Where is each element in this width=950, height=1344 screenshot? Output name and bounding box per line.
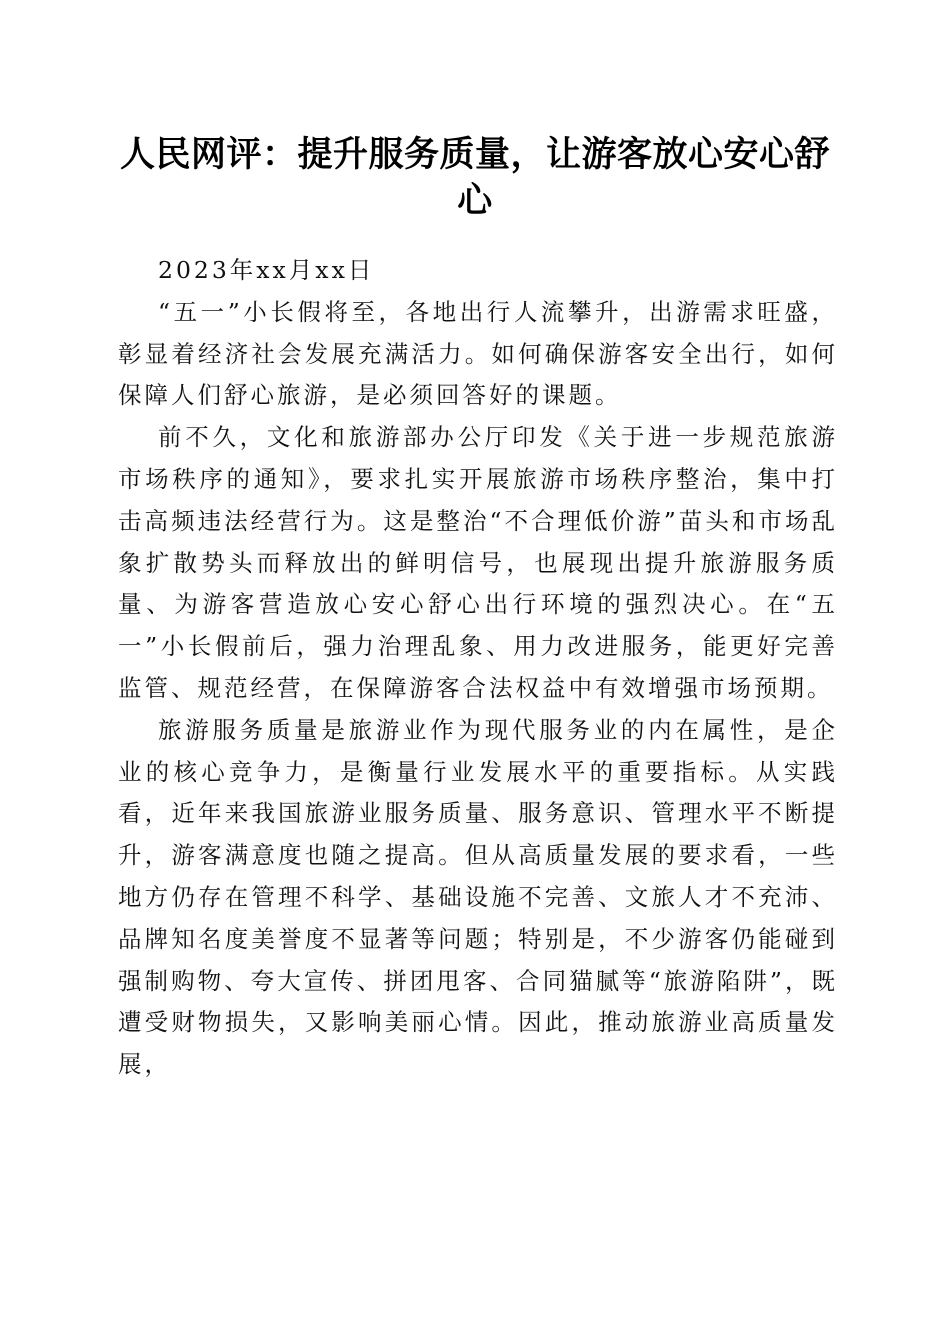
paragraph: 前不久，文化和旅游部办公厅印发《关于进一步规范旅游市场秩序的通知》，要求扎实开展旅游市场秩序整治，集中打击高频违法经营行为。这是整治“不合理低价游”苗头和市场乱象扩散势头而释放出的鲜明信号，也展现出提升旅游服务质量、为游客营造放心安心舒心出行环境的强烈决心。在“五一”小长假前后，强力治理乱象、用力改进服务，能更好完善监管、规范经营，在保障游客合法权益中有效增强市场预期。: [118, 423, 838, 702]
paragraph: “五一”小长假将至，各地出行人流攀升，出游需求旺盛，彰显着经济社会发展充满活力。如何确保游客安全出行，如何保障人们舒心旅游，是必须回答好的课题。: [118, 297, 838, 410]
document-title: 人民网评：提升服务质量，让游客放心安心舒心: [119, 134, 830, 221]
document-date: 2023年xx月xx日: [158, 256, 375, 284]
paragraph: 旅游服务质量是旅游业作为现代服务业的内在属性，是企业的核心竞争力，是衡量行业发展水平的重要指标。从实践看，近年来我国旅游业服务质量、服务意识、管理水平不断提升，游客满意度也随之提高。但从高质量发展的要求看，一些地方仍存在管理不科学、基础设施不完善、文旅人才不充沛、品牌知名度美誉度不显著等问题；特别是，不少游客仍能碰到强制购物、夸大宣传、拼团甩客、合同猫腻等“旅游陷阱”，既遭受财物损失，又影响美丽心情。因此，推动旅游业高质量发展，: [118, 715, 838, 1079]
document-body: [118, 250, 838, 1086]
